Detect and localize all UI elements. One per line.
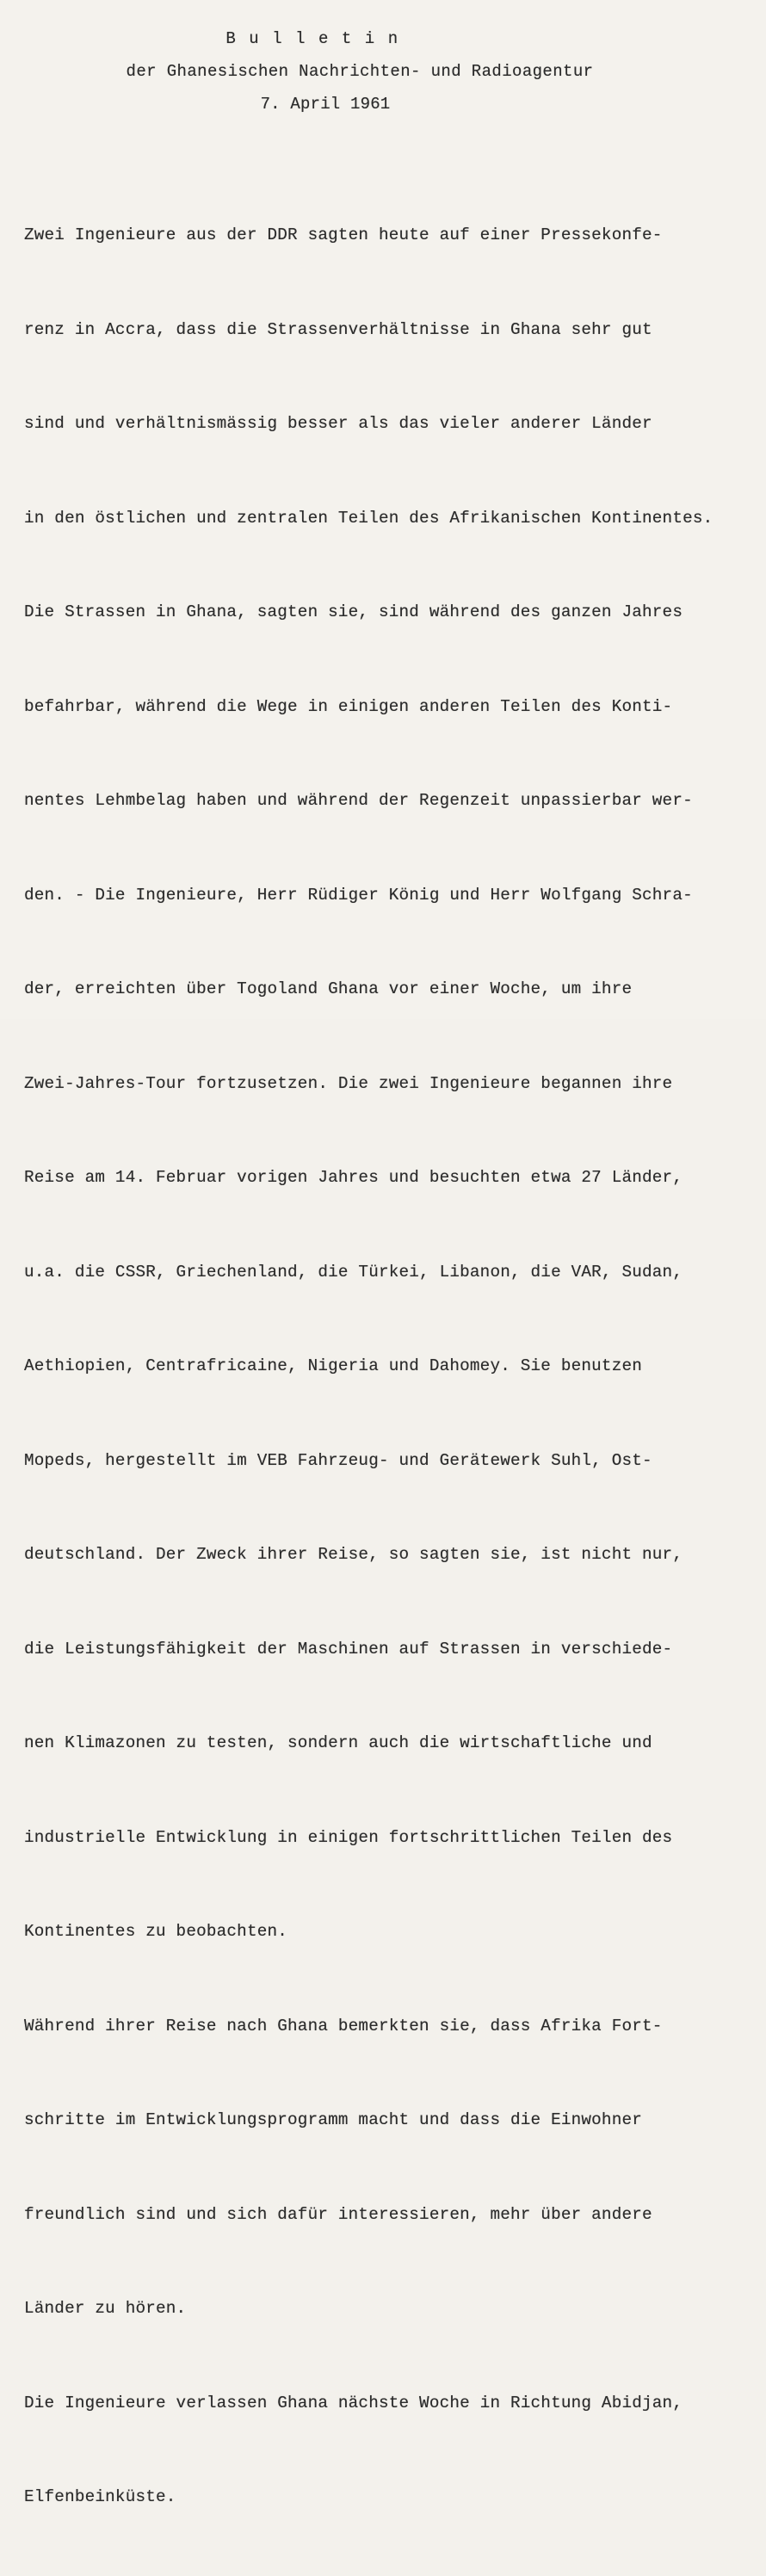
bulletin-header xyxy=(0,22,766,120)
body-line: schritte im Entwicklungsprogramm macht und dass die Einwohner xyxy=(24,2110,643,2129)
body-line: Reise am 14. Februar vorigen Jahres und besuchten etwa 27 Länder, xyxy=(24,1168,683,1187)
body-line: deutschland. Der Zweck ihrer Reise, so sagten sie, ist nicht nur, xyxy=(24,1545,683,1564)
body-line: Zwei Ingenieure aus der DDR sagten heute auf einer Pressekonfe- xyxy=(24,225,663,244)
body-line: Während ihrer Reise nach Ghana bemerkten sie, dass Afrika Fort- xyxy=(24,2016,663,2035)
body-line: befahrbar, während die Wege in einigen anderen Teilen des Konti- xyxy=(24,696,673,716)
body-line: nentes Lehmbelag haben und während der Regenzeit unpassierbar wer- xyxy=(24,791,693,810)
body-line: in den östlichen und zentralen Teilen des Afrikanischen Kontinentes. xyxy=(24,508,713,528)
body-line: u.a. die CSSR, Griechenland, die Türkei, Libanon, die VAR, Sudan, xyxy=(24,1262,683,1282)
body-line: Zwei-Jahres-Tour fortzusetzen. Die zwei Ingenieure begannen ihre xyxy=(24,1073,673,1093)
body-line: den. - Die Ingenieure, Herr Rüdiger König und Herr Wolfgang Schra- xyxy=(24,885,693,905)
body-line: nen Klimazonen zu testen, sondern auch die wirtschaftliche und xyxy=(24,1733,652,1752)
bulletin-date: 7. April 1961 xyxy=(260,95,391,114)
body-line: Die Ingenieure verlassen Ghana nächste Woche in Richtung Abidjan, xyxy=(24,2393,683,2412)
body-line: Mopeds, hergestellt im VEB Fahrzeug- und Gerätewerk Suhl, Ost- xyxy=(24,1450,652,1470)
bulletin-title: Bulletin xyxy=(225,29,411,48)
body-line: die Leistungsfähigkeit der Maschinen auf Strassen in verschiede- xyxy=(24,1639,673,1659)
body-line: industrielle Entwicklung in einigen fortschrittlichen Teilen des xyxy=(24,1827,673,1847)
body-line: Die Strassen in Ghana, sagten sie, sind während des ganzen Jahres xyxy=(24,602,683,621)
agency-name: der Ghanesischen Nachrichten- und Radioagentur xyxy=(126,62,594,81)
body-line: Länder zu hören. xyxy=(24,2299,187,2318)
body-line: Aethiopien, Centrafricaine, Nigeria und Dahomey. Sie benutzen xyxy=(24,1356,643,1375)
body-line: freundlich sind und sich dafür interessieren, mehr über andere xyxy=(24,2204,652,2224)
body-line: Elfenbeinküste. xyxy=(24,2487,176,2506)
bulletin-body xyxy=(24,157,764,2576)
body-line: renz in Accra, dass die Strassenverhältnisse in Ghana sehr gut xyxy=(24,319,652,339)
body-line: Kontinentes zu beobachten. xyxy=(24,1922,288,1941)
body-line: der, erreichten über Togoland Ghana vor einer Woche, um ihre xyxy=(24,979,633,998)
body-line: sind und verhältnismässig besser als das vieler anderer Länder xyxy=(24,414,652,433)
